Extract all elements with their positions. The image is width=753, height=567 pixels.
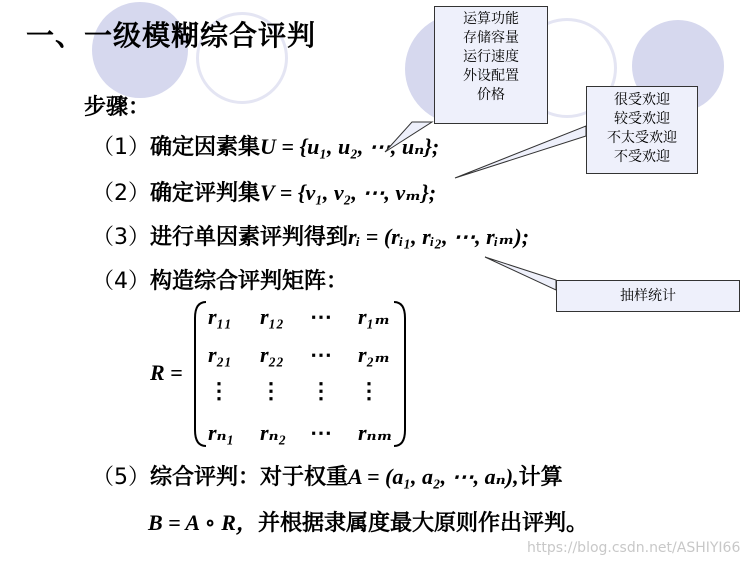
callout-factor-4: 外设配置 — [463, 68, 519, 84]
step-5b-formula: B = A ∘ R， — [148, 510, 258, 535]
step-2-num: （2） — [92, 181, 150, 206]
step-1-text: 确定因素集 — [150, 134, 261, 160]
callout-factors — [434, 6, 548, 124]
matrix-cell: rₙ₁ — [208, 420, 235, 445]
step-2-formula: V = {v₁, v₂, ⋯, vₘ}; — [260, 180, 437, 205]
watermark: https://blog.csdn.net/ASHIYI66 — [527, 540, 741, 556]
matrix-cell: ⋯ — [310, 342, 332, 367]
step-2-text: 确定评判集 — [150, 180, 261, 206]
callout-rating-1: 很受欢迎 — [614, 92, 670, 108]
matrix-cell: rₙ₂ — [260, 420, 287, 445]
matrix-cell: ⋯ — [310, 420, 332, 445]
step-5b-text: 并根据隶属度最大原则作出评判。 — [257, 510, 588, 536]
step-5-after: 计算 — [518, 464, 563, 490]
step-1-formula: U = {u₁, u₂, ⋯, uₙ}; — [260, 134, 440, 159]
callout-rating-3: 不太受欢迎 — [607, 130, 677, 146]
matrix-cell: ⋮ — [208, 378, 230, 403]
matrix-cell: r₂₂ — [260, 342, 284, 367]
matrix-cell: ⋮ — [358, 378, 380, 403]
step-3-num: （3） — [92, 225, 150, 250]
slide-title: 一、一级模糊综合评判 — [26, 19, 317, 52]
step-1-num: （1） — [92, 135, 150, 160]
step-3-text: 进行单因素评判得到 — [150, 224, 349, 250]
matrix-cell: r₂ₘ — [358, 342, 391, 367]
matrix-cell: ⋯ — [310, 304, 332, 329]
steps-label: 步骤： — [84, 94, 151, 120]
step-3-formula: rᵢ = (rᵢ₁, rᵢ₂, ⋯, rᵢₘ); — [348, 224, 530, 249]
callout-factor-3: 运行速度 — [463, 49, 519, 65]
step-4-num: （4） — [92, 269, 150, 294]
callout-factor-5: 价格 — [477, 87, 505, 103]
callout-rating-4: 不受欢迎 — [614, 149, 670, 165]
step-4-text: 构造综合评判矩阵： — [150, 268, 349, 294]
matrix-cell: ⋮ — [310, 378, 332, 403]
callout-factor-2: 存储容量 — [463, 30, 519, 46]
callout-ratings — [586, 86, 698, 174]
matrix-cell: ⋮ — [260, 378, 282, 403]
callout-sampling — [556, 280, 740, 312]
matrix-cell: r₁₁ — [208, 304, 232, 329]
step-5-num: （5） — [92, 465, 150, 490]
matrix-cell: r₁ₘ — [358, 304, 391, 329]
matrix-cell: r₁₂ — [260, 304, 284, 329]
step-5-formula: A = (a₁, a₂, ⋯, aₙ), — [348, 464, 519, 489]
step-5-text: 综合评判：对于权重 — [150, 464, 349, 490]
callout-sampling-text: 抽样统计 — [620, 288, 676, 304]
matrix-cell: rₙₘ — [358, 420, 393, 445]
matrix-label: R = — [150, 360, 183, 385]
callout-factor-1: 运算功能 — [463, 11, 519, 27]
callout-rating-2: 较受欢迎 — [614, 111, 670, 127]
matrix-cell: r₂₁ — [208, 342, 232, 367]
